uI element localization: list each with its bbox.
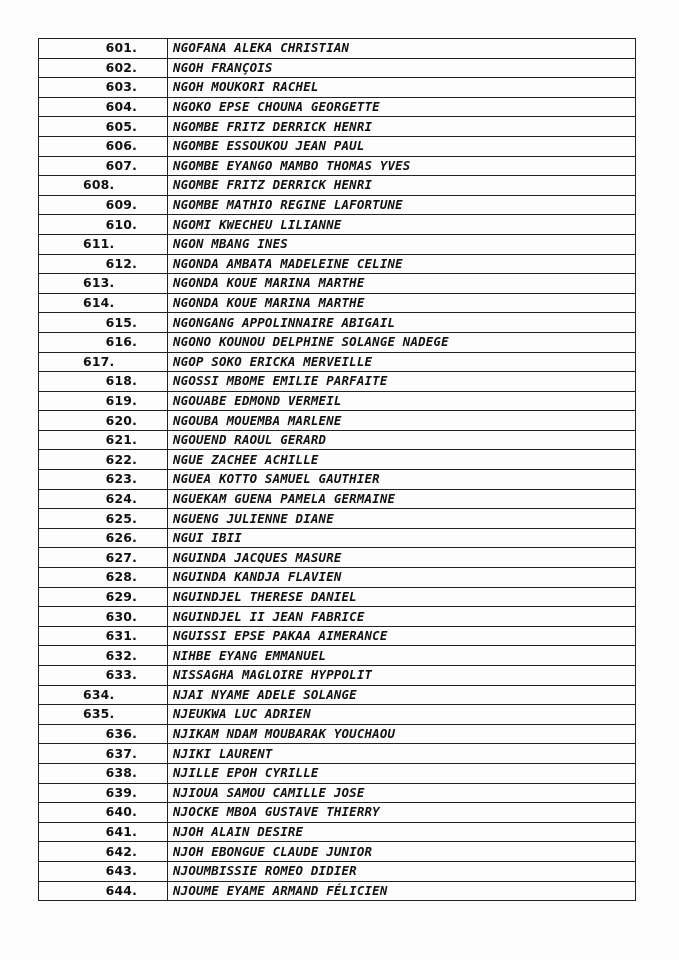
table-row [39, 803, 636, 823]
person-name: NGONDA KOUE MARINA MARTHE [168, 274, 636, 294]
table-row [39, 587, 636, 607]
row-number: 604. [39, 97, 168, 117]
row-number: 633. [39, 666, 168, 686]
table-row [39, 234, 636, 254]
table-row [39, 626, 636, 646]
name-list-table [38, 38, 636, 901]
row-number: 623. [39, 470, 168, 490]
row-number: 614. [39, 293, 168, 313]
person-name: NGUEA KOTTO SAMUEL GAUTHIER [168, 470, 636, 490]
person-name: NGOMBE ESSOUKOU JEAN PAUL [168, 136, 636, 156]
table-row [39, 274, 636, 294]
table-row [39, 195, 636, 215]
person-name: NGOUBA MOUEMBA MARLENE [168, 411, 636, 431]
table-row [39, 705, 636, 725]
person-name: NJOH EBONGUE CLAUDE JUNIOR [168, 842, 636, 862]
row-number: 602. [39, 58, 168, 78]
table-row [39, 117, 636, 137]
table-row [39, 254, 636, 274]
person-name: NIHBE EYANG EMMANUEL [168, 646, 636, 666]
person-name: NGOFANA ALEKA CHRISTIAN [168, 39, 636, 59]
table-row [39, 156, 636, 176]
person-name: NGOMBE FRITZ DERRICK HENRI [168, 176, 636, 196]
row-number: 613. [39, 274, 168, 294]
person-name: NGUINDJEL II JEAN FABRICE [168, 607, 636, 627]
person-name: NGOSSI MBOME EMILIE PARFAITE [168, 372, 636, 392]
row-number: 601. [39, 39, 168, 59]
row-number: 610. [39, 215, 168, 235]
table-row [39, 528, 636, 548]
person-name: NGUINDJEL THERESE DANIEL [168, 587, 636, 607]
row-number: 642. [39, 842, 168, 862]
table-row [39, 568, 636, 588]
row-number: 608. [39, 176, 168, 196]
row-number: 625. [39, 509, 168, 529]
table-row [39, 666, 636, 686]
row-number: 606. [39, 136, 168, 156]
person-name: NGUINDA KANDJA FLAVIEN [168, 568, 636, 588]
row-number: 634. [39, 685, 168, 705]
person-name: NGOMBE MATHIO REGINE LAFORTUNE [168, 195, 636, 215]
row-number: 636. [39, 724, 168, 744]
table-row [39, 313, 636, 333]
row-number: 628. [39, 568, 168, 588]
row-number: 627. [39, 548, 168, 568]
row-number: 624. [39, 489, 168, 509]
row-number: 621. [39, 430, 168, 450]
table-row [39, 391, 636, 411]
person-name: NJOUME EYAME ARMAND FÉLICIEN [168, 881, 636, 901]
table-row [39, 411, 636, 431]
row-number: 644. [39, 881, 168, 901]
table-row [39, 78, 636, 98]
row-number: 616. [39, 332, 168, 352]
row-number: 609. [39, 195, 168, 215]
name-list-body [39, 39, 636, 901]
table-row [39, 332, 636, 352]
table-row [39, 763, 636, 783]
person-name: NGONDA AMBATA MADELEINE CELINE [168, 254, 636, 274]
row-number: 619. [39, 391, 168, 411]
table-row [39, 724, 636, 744]
table-row [39, 450, 636, 470]
row-number: 618. [39, 372, 168, 392]
person-name: NGONO KOUNOU DELPHINE SOLANGE NADEGE [168, 332, 636, 352]
person-name: NJOCKE MBOA GUSTAVE THIERRY [168, 803, 636, 823]
person-name: NJOH ALAIN DESIRE [168, 822, 636, 842]
person-name: NISSAGHA MAGLOIRE HYPPOLIT [168, 666, 636, 686]
person-name: NGON MBANG INES [168, 234, 636, 254]
table-row [39, 744, 636, 764]
person-name: NJIOUA SAMOU CAMILLE JOSE [168, 783, 636, 803]
person-name: NGOP SOKO ERICKA MERVEILLE [168, 352, 636, 372]
person-name: NGUEKAM GUENA PAMELA GERMAINE [168, 489, 636, 509]
row-number: 641. [39, 822, 168, 842]
row-number: 620. [39, 411, 168, 431]
row-number: 631. [39, 626, 168, 646]
table-row [39, 822, 636, 842]
person-name: NGOMI KWECHEU LILIANNE [168, 215, 636, 235]
person-name: NGOMBE FRITZ DERRICK HENRI [168, 117, 636, 137]
table-row [39, 215, 636, 235]
table-row [39, 470, 636, 490]
person-name: NJOUMBISSIE ROMEO DIDIER [168, 861, 636, 881]
row-number: 626. [39, 528, 168, 548]
table-row [39, 881, 636, 901]
row-number: 611. [39, 234, 168, 254]
person-name: NJILLE EPOH CYRILLE [168, 763, 636, 783]
row-number: 637. [39, 744, 168, 764]
person-name: NJIKI LAURENT [168, 744, 636, 764]
row-number: 622. [39, 450, 168, 470]
row-number: 605. [39, 117, 168, 137]
table-row [39, 509, 636, 529]
table-row [39, 646, 636, 666]
person-name: NGONGANG APPOLINNAIRE ABIGAIL [168, 313, 636, 333]
table-row [39, 136, 636, 156]
row-number: 612. [39, 254, 168, 274]
row-number: 603. [39, 78, 168, 98]
person-name: NJAI NYAME ADELE SOLANGE [168, 685, 636, 705]
table-row [39, 352, 636, 372]
person-name: NGUENG JULIENNE DIANE [168, 509, 636, 529]
row-number: 638. [39, 763, 168, 783]
person-name: NGOUEND RAOUL GERARD [168, 430, 636, 450]
person-name: NGUINDA JACQUES MASURE [168, 548, 636, 568]
row-number: 635. [39, 705, 168, 725]
table-row [39, 58, 636, 78]
table-row [39, 293, 636, 313]
row-number: 607. [39, 156, 168, 176]
person-name: NGOKO EPSE CHOUNA GEORGETTE [168, 97, 636, 117]
person-name: NGUISSI EPSE PAKAA AIMERANCE [168, 626, 636, 646]
table-row [39, 685, 636, 705]
person-name: NGUI IBII [168, 528, 636, 548]
row-number: 632. [39, 646, 168, 666]
person-name: NJIKAM NDAM MOUBARAK YOUCHAOU [168, 724, 636, 744]
table-row [39, 783, 636, 803]
row-number: 617. [39, 352, 168, 372]
person-name: NGOH FRANÇOIS [168, 58, 636, 78]
table-row [39, 176, 636, 196]
table-row [39, 489, 636, 509]
person-name: NJEUKWA LUC ADRIEN [168, 705, 636, 725]
row-number: 640. [39, 803, 168, 823]
table-row [39, 861, 636, 881]
person-name: NGOH MOUKORI RACHEL [168, 78, 636, 98]
row-number: 630. [39, 607, 168, 627]
table-row [39, 842, 636, 862]
table-row [39, 548, 636, 568]
table-row [39, 430, 636, 450]
row-number: 643. [39, 861, 168, 881]
table-row [39, 372, 636, 392]
person-name: NGOUABE EDMOND VERMEIL [168, 391, 636, 411]
person-name: NGOMBE EYANGO MAMBO THOMAS YVES [168, 156, 636, 176]
table-row [39, 39, 636, 59]
row-number: 615. [39, 313, 168, 333]
row-number: 629. [39, 587, 168, 607]
table-row [39, 97, 636, 117]
table-row [39, 607, 636, 627]
row-number: 639. [39, 783, 168, 803]
person-name: NGUE ZACHEE ACHILLE [168, 450, 636, 470]
person-name: NGONDA KOUE MARINA MARTHE [168, 293, 636, 313]
